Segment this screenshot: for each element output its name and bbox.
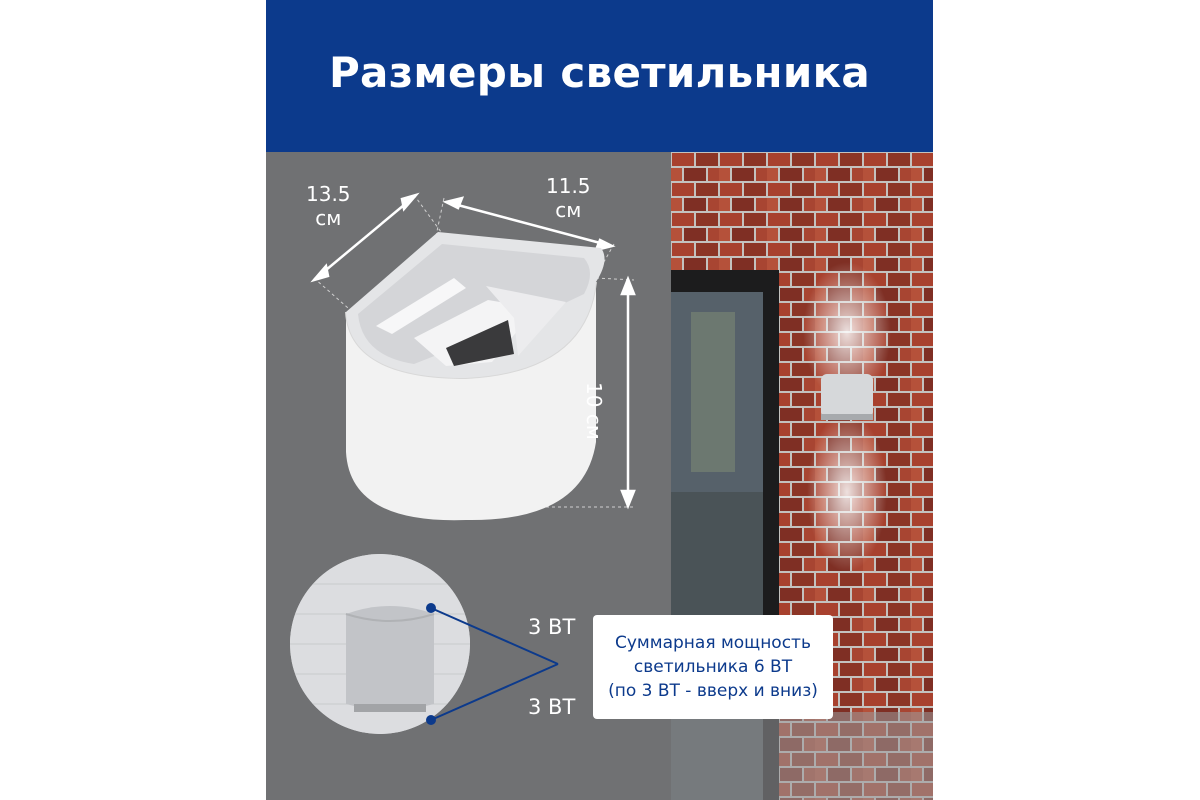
product-card <box>266 0 933 800</box>
lamp-closeup-circle <box>290 554 470 734</box>
lamp-closeup-drawing <box>290 554 470 734</box>
power-summary-box <box>593 615 833 719</box>
depth-value: 13.5 <box>306 182 351 206</box>
page-title: Размеры светильника <box>328 47 871 97</box>
height-dimension: 10 см <box>582 382 606 440</box>
summary-line-2: светильника 6 ВТ <box>633 657 793 677</box>
depth-unit: см <box>315 206 342 230</box>
header-banner <box>266 0 933 152</box>
depth-dimension <box>306 182 351 230</box>
width-value: 11.5 <box>546 174 591 198</box>
summary-line-1: Суммарная мощность <box>615 633 811 653</box>
width-unit: см <box>555 198 582 222</box>
top-power-label: 3 ВТ <box>528 615 576 639</box>
bottom-power-label: 3 ВТ <box>528 695 576 719</box>
width-dimension <box>546 174 591 222</box>
summary-line-3: (по 3 ВТ - вверх и вниз) <box>608 681 818 701</box>
